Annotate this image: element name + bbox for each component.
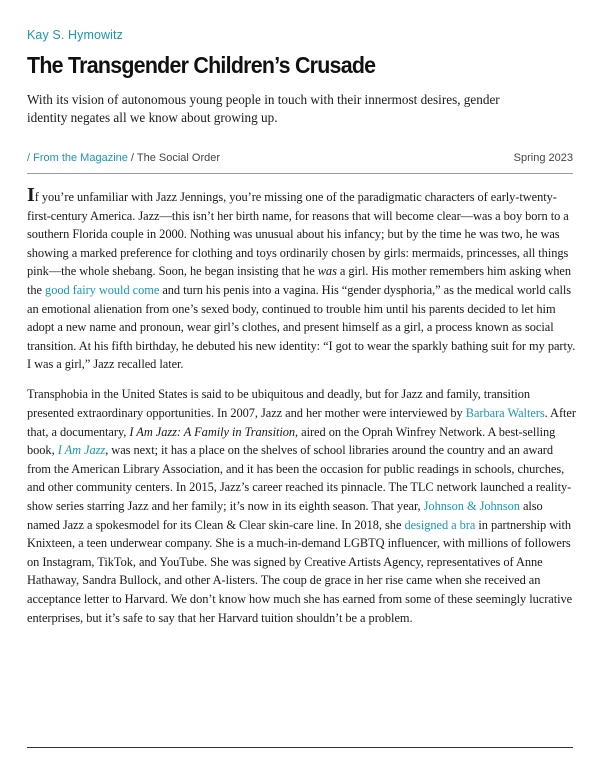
text-run: a girl. His mother remembers him asking when the [27,264,571,297]
i-am-jazz-link[interactable] [58,443,106,457]
header-divider [27,173,573,174]
breadcrumb-separator: / [127,152,137,164]
text-run: f you’re unfamiliar with Jazz Jennings, you’re missing one of the paradigmatic characters of early-twenty-first-century America. Jazz—this isn’t her birth name, for reasons that will become clear—was a boy born to a southern Florida couple in 2000. Nothing was unusual about his infancy; but by the time he was two, he was showing a marked preference for clothing and toys ordinarily chosen by girls: mermaids, princesses, all things pink—the whole shebang. Soon, he began insisting that he [27,190,569,279]
from-the-magazine-link[interactable]: / From the Magazine [27,152,128,164]
johnson-and-johnson-link[interactable]: Johnson & Johnson [423,499,520,513]
good-fairy-link[interactable]: good fairy would come [45,282,160,297]
barbara-walters-link[interactable]: Barbara Walters [465,406,545,421]
footer-divider [27,747,573,748]
author-link[interactable]: Kay S. Hymowitz [27,28,123,42]
book-title: I Am Jazz [57,443,106,458]
text-run: Transphobia in the United States is said to be ubiquitous and deadly, but for Jazz and family, transition presented extraordinary opportunities. In 2007, Jazz and her mother were interviewed by [27,387,531,421]
body-paragraph-1 [27,184,576,374]
emphasis: was [317,264,337,279]
text-run: , aired on the Oprah Winfrey Network. A best-selling book, [27,424,556,458]
article-body [27,184,576,639]
text-run: and turn his penis into a vagina. His “gender dysphoria,” as the medical world calls an emotional alienation from one’s sexed body, continued to trouble him until his parents decided to let him adopt a new name and pronoun, wear girl’s clothes, and present himself as a girl, a process known as social transition. At his fifth birthday, he debuted his new identity: “I got to wear the sparkly bathing suit for my party. I was a girl,” Jazz recalled later. [27,282,576,372]
text-run: , was next; it has a place on the shelves of school libraries around the country and an award from the American Library Association, and it has been the occasion for public readings in schools, churches, and other community centers. In 2015, Jazz’s career reached its pinnacle. The TLC network launched a reality-show series starring Jazz and her family; it’s now in its eighth season. That year, [27,443,572,513]
article-meta [27,152,573,166]
designed-a-bra-link[interactable]: designed a bra [404,517,476,532]
drop-cap: I [27,184,35,206]
text-run: also named Jazz a spokesmodel for its Clean & Clear skin-care line. In 2018, she [27,499,543,532]
article-title: The Transgender Children’s Crusade [27,52,376,78]
section-name-link[interactable]: The Social Order [136,152,221,164]
text-run: in partnership with Knixteen, a teen underwear company. She is a much-in-demand LGBTQ influencer, with millions of followers on Instagram, TikTok, and YouTube. She was signed by Creative Artists Agency, representatives of Anne Hathaway, Sandra Bullock, and other A-listers. The coup de grace in her rise came when she received an acceptance letter to Harvard. We don’t know how much she has earned from some of these seemingly lucrative enterprises, but it’s safe to say that her Harvard tuition shouldn’t be a problem. [27,517,573,625]
issue-date: Spring 2023 [513,152,573,164]
documentary-title: I Am Jazz: A Family in Transition [129,424,296,439]
body-paragraph-2 [27,385,576,627]
text-run: . After that, a documentary, [27,406,576,439]
article-dek: With its vision of autonomous young people in touch with their innermost desires, gender identity negates all we know about growing up. [27,92,500,125]
